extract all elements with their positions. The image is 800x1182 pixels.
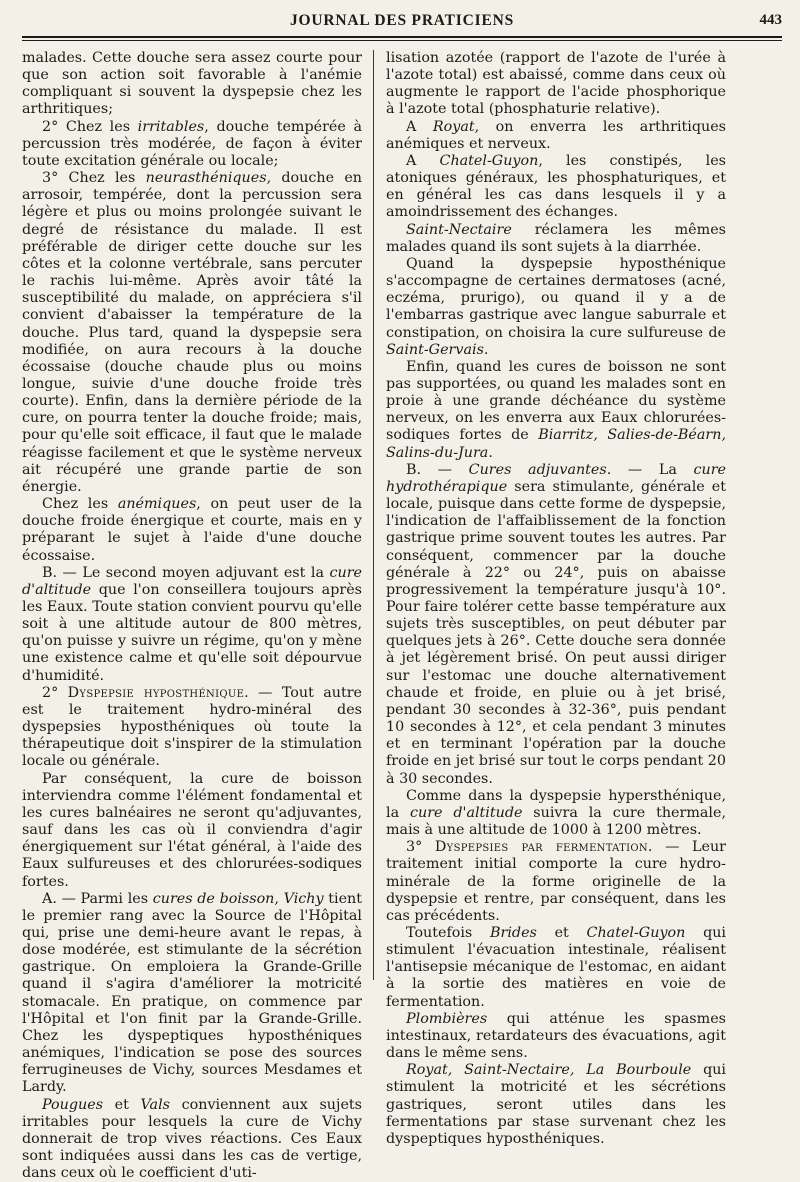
paragraph-text: . — Tout autre est le traitement hydro-minéral des dyspepsies hyposthéniques où toute la thérapeutique doit s'inspirer de la stimulation locale ou générale. (22, 684, 362, 770)
paragraph-text: . (483, 341, 489, 358)
paragraph-text: qui stimulent l'évacuation intestinale, réalisent l'antisepsie mécanique de l'estomac, en aidant à la sortie des matières en voie de fermentation. (386, 924, 726, 1010)
italic-text: Royat, Saint-Nectaire, La Bourboule (406, 1062, 692, 1079)
paragraph (386, 119, 726, 153)
paragraph-text: sera stimulante, générale et locale, puisque dans cette forme de dyspepsie, l'indication de l'affaiblissement de la fonction gastrique prime souvent toutes les autres. Par conséquent, commencer par la douche générale à 22° ou 24°, puis on abaisse progressivement la température jusqu'à 10°. Pour faire tolérer cette basse température aux sujets très susceptibles, on peut débuter par quelques jets à 26°. Cette douche sera donnée à jet légèrement brisé. On peut aussi diriger sur l'estomac une douche alternativement chaude et froide, en pluie ou à jet brisé, pendant 30 secondes à 32-36°, puis pendant 10 secondes à 12°, et cela pendant 3 minutes et en terminant l'opération par la douche froide en jet brisé sur tout le corps pendant 20 à 30 secondes. (386, 478, 726, 787)
italic-text: Cures adjuvantes (468, 461, 607, 478)
section-heading: Dyspepsies par fermentation (434, 839, 648, 856)
italic-text: Chatel-Guyon (586, 924, 686, 941)
paragraph (386, 1062, 726, 1148)
paragraph-text: Par conséquent, la cure de boisson interviendra comme l'élément fondamental et les cures balnéaires ne seront qu'adjuvantes, sauf dans les cas où il conviendra d'agir énergiquement sur l'état général, à l'aide des Eaux sulfureuses et des chlorurées-sodiques fortes. (22, 770, 362, 890)
paragraph (386, 925, 726, 1011)
italic-text: cure d'altitude (22, 564, 362, 598)
paragraph-text: et (536, 924, 587, 941)
paragraph (386, 839, 726, 925)
paragraph (22, 496, 362, 565)
paragraph (386, 359, 726, 462)
column-divider (373, 50, 374, 980)
italic-text: Vichy (283, 890, 324, 907)
paragraph-text: , on enverra les arthritiques anémiques et nerveux. (386, 118, 726, 152)
paragraph-text: suivra la cure thermale, mais à une altitude de 1000 à 1200 mètres. (386, 804, 726, 839)
page-header (22, 10, 782, 36)
paragraph-text: B. — Le second moyen adjuvant est la (42, 564, 330, 581)
paragraph (386, 222, 726, 256)
paragraph-text: qui atténue les spasmes intestinaux, retardateurs des évacuations, agit dans le même sens. (386, 1010, 726, 1062)
paragraph (22, 170, 362, 496)
paragraph-text: A (406, 118, 433, 135)
section-heading: Dyspepsie hyposthénique (67, 684, 245, 701)
header-rule (22, 36, 782, 38)
paragraph-text: A. — Parmi les (42, 890, 153, 907)
paragraph-text: que l'on conseillera toujours après les Eaux. Toute station convient pourvu qu'elle soit à une altitude autour de 800 mètres, qu'on puisse y suivre un régime, qu'on y mène une existence calme et qu'elle soit dépourvue d'humidité. (22, 581, 362, 684)
paragraph-text: 2° (42, 684, 68, 701)
paragraph-text: . — La (606, 461, 694, 478)
running-title: JOURNAL DES PRATICIENS (289, 12, 515, 29)
paragraph (22, 771, 362, 891)
paragraph (386, 462, 726, 788)
paragraph (22, 119, 362, 170)
italic-text: Pougues (42, 1096, 104, 1113)
paragraph-text: tient le premier rang avec la Source de l'Hôpital qui, prise une demi-heure avant le repas, à dose modérée, est stimulante de la sécrétion gastrique. On emploiera la Grande-Grille quand il s'agira d'améliorer la motricité stomacale. En pratique, on commence par l'Hôpital et l'on finit par la Grande-Grille. Chez les dyspeptiques hyposthéniques anémiques, l'indication se pose des sources ferrugineuses de Vichy, sources Mesdames et Lardy. (22, 890, 363, 1096)
italic-text: Vals (140, 1096, 170, 1113)
paragraph (22, 1097, 362, 1182)
italic-text: anémiques (117, 496, 197, 513)
paragraph-text: B. — (406, 461, 469, 478)
paragraph-text: . (488, 444, 493, 461)
paragraph-text: conviennent aux sujets irritables pour lesquels la cure de Vichy donnerait de trop vives réactions. Ces Eaux sont indiquées aussi dans les cas de vertige, dans ceux où le coefficient d'uti- (22, 1096, 362, 1182)
paragraph-text: , douche tempérée à percussion très modérée, de façon à éviter toute excitation générale ou locale; (22, 118, 362, 169)
paragraph-text: 3° (406, 839, 435, 856)
paragraph-text: 2° Chez les (42, 118, 138, 135)
page-number: 443 (759, 12, 782, 28)
paragraph-text: , les constipés, les atoniques généraux, les phosphaturiques, et en général les cas dans lesquels il y a amoindrissement des échanges. (386, 152, 727, 221)
italic-text: Brides (490, 924, 537, 941)
italic-text: Saint-Nectaire (406, 221, 512, 238)
left-column (22, 50, 362, 1182)
paragraph-text: Quand la dyspepsie hyposthénique s'accompagne de certaines dermatoses (acné, eczéma, prurigo), ou quand il y a de l'embarras gastrique avec langue saburrale et constipation, on choisira la cure sulfureuse de (386, 255, 726, 341)
paragraph (386, 1011, 726, 1062)
paragraph-text: Enfin, quand les cures de boisson ne sont pas supportées, ou quand les malades sont en proie à une grande déchéance du système nerveux, on les enverra aux Eaux chlorurées-sodiques fortes de (386, 358, 726, 444)
paragraph-text: réclamera les mêmes malades quand ils sont sujets à la diarrhée. (386, 221, 726, 255)
paragraph (22, 891, 362, 1097)
paragraph-text: Comme dans la dyspepsie hypersthénique, la (386, 787, 726, 821)
paragraph-text: , (274, 890, 284, 907)
paragraph (386, 50, 726, 119)
italic-text: Plombières (406, 1010, 488, 1027)
paragraph-text: 3° Chez les (42, 170, 146, 187)
italic-text: Chatel-Guyon (439, 152, 539, 169)
paragraph-text: malades. Cette douche sera assez courte pour que son action soit favorable à l'anémie compliquant si souvent la dyspepsie chez les arthritiques; (22, 50, 362, 118)
paragraph-text: Toutefois (406, 924, 490, 941)
paragraph-text: qui stimulent la motricité et les sécrétions gastriques, seront utiles dans les fermentations par stase survenant chez les dyspeptiques hyposthéniques. (386, 1062, 727, 1147)
paragraph-text: , on peut user de la douche froide énergique et courte, mais en y préparant le sujet à l'aide d'une douche écossaise. (22, 496, 362, 564)
italic-text: cure d'altitude (409, 804, 523, 821)
paragraph-text: et (103, 1096, 141, 1113)
paragraph (386, 153, 726, 222)
italic-text: neurasthéniques (145, 170, 267, 187)
italic-text: Royat (432, 118, 475, 135)
right-column (386, 50, 726, 1148)
paragraph-text: A (406, 152, 440, 169)
paragraph-text: Chez les (42, 496, 118, 513)
italic-text: cures de boisson (152, 890, 275, 907)
italic-text: cure hydrothérapique (386, 461, 727, 495)
paragraph (22, 565, 362, 685)
header-rule-thin (22, 40, 782, 41)
paragraph-text: , douche en arrosoir, tempérée, dont la percussion sera légère et plus ou moins prolongée suivant le degré de résistance du malade. Il est préférable de diriger cette douche sur les côtes et la colonne vertébrale, sans percuter le rachis lui-même. Après avoir tâté la susceptibilité du malade, on appréciera s'il convient d'abaisser la température de la douche. Plus tard, quand la dyspepsie sera modifiée, on aura recours à la douche écossaise (douche chaude plus ou moins longue, suivie d'une douche froide très courte). Enfin, dans la dernière période de la cure, on pourra tenter la douche froide; mais, pour qu'elle soit efficace, il faut que le malade réagisse facilement et que le système nerveux ait récupéré une grande partie de son énergie. (22, 170, 363, 495)
italic-text: Saint-Gervais (386, 341, 484, 358)
paragraph-text: lisation azotée (rapport de l'azote de l'urée à l'azote total) est abaissé, comme dans ceux où augmente le rapport de l'acide phosphorique à l'azote total (phosphaturie relative). (386, 50, 726, 118)
paragraph-text: . — Leur traitement initial comporte la cure hydro-minérale de la forme originelle de la dyspepsie et rentre, par conséquent, dans les cas précédents. (386, 839, 726, 924)
italic-text: irritables (137, 118, 205, 135)
paragraph (386, 256, 726, 359)
paragraph (22, 50, 362, 119)
paragraph (22, 685, 362, 771)
italic-text: Biarritz, Salies-de-Béarn, Salins-du-Jura (386, 427, 726, 461)
paragraph (386, 788, 726, 839)
